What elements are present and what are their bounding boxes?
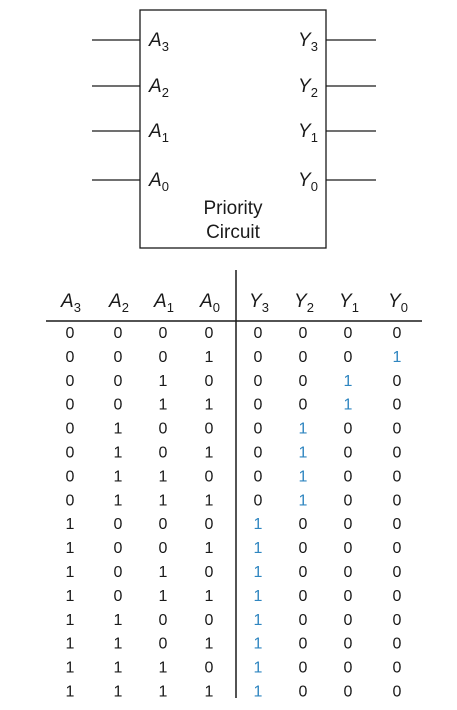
table-cell: 0 bbox=[392, 659, 402, 677]
table-cell: 0 bbox=[392, 611, 402, 629]
table-cell: 0 bbox=[65, 420, 75, 438]
table-row bbox=[66, 540, 402, 557]
table-row bbox=[66, 445, 402, 462]
table-cell: 0 bbox=[298, 587, 308, 605]
table-cell: 0 bbox=[343, 444, 353, 462]
table-cell: 1 bbox=[204, 348, 214, 366]
table-cell: 1 bbox=[204, 444, 214, 462]
table-cell: 0 bbox=[392, 587, 402, 605]
table-cell: 0 bbox=[253, 492, 263, 510]
table-cell: 1 bbox=[204, 683, 214, 701]
table-cell: 1 bbox=[204, 396, 214, 414]
input-label-a1: $A_1$ bbox=[149, 121, 169, 145]
table-cell-active-output: 1 bbox=[253, 516, 263, 534]
table-cell: 1 bbox=[113, 444, 123, 462]
table-cell: 0 bbox=[204, 564, 214, 581]
table-cell: 0 bbox=[392, 468, 402, 486]
table-cell: 0 bbox=[65, 468, 75, 486]
table-cell: 0 bbox=[113, 348, 123, 366]
table-cell: 1 bbox=[65, 564, 75, 581]
table-cell: 0 bbox=[392, 540, 402, 558]
table-row bbox=[66, 588, 402, 605]
table-cell: 0 bbox=[204, 468, 214, 486]
priority-circuit-block bbox=[92, 10, 376, 248]
table-row bbox=[66, 660, 402, 677]
table-cell-active-output: 1 bbox=[253, 587, 263, 605]
table-cell: 1 bbox=[204, 587, 214, 605]
table-cell: 1 bbox=[158, 587, 168, 605]
table-cell: 0 bbox=[298, 659, 308, 677]
table-cell-active-output: 1 bbox=[253, 611, 263, 629]
header-a3: $A_3$ bbox=[61, 291, 81, 315]
header-a0: $A_0$ bbox=[200, 291, 220, 315]
table-row bbox=[66, 612, 402, 629]
input-label-a0: $A_0$ bbox=[149, 170, 169, 194]
table-cell: 1 bbox=[158, 396, 168, 414]
table-cell: 0 bbox=[158, 611, 168, 629]
table-cell: 0 bbox=[392, 492, 402, 510]
table-cell: 0 bbox=[113, 372, 123, 390]
table-cell: 1 bbox=[158, 683, 168, 701]
table-cell: 1 bbox=[113, 420, 123, 438]
table-cell-active-output: 1 bbox=[253, 540, 263, 558]
table-cell: 0 bbox=[343, 492, 353, 510]
table-cell: 0 bbox=[113, 587, 123, 605]
circuit-title-line2: Circuit bbox=[206, 222, 260, 243]
table-cell-active-output: 1 bbox=[253, 635, 263, 653]
table-cell: 0 bbox=[253, 420, 263, 438]
table-cell: 0 bbox=[343, 540, 353, 558]
table-cell: 0 bbox=[158, 348, 168, 366]
table-cell: 0 bbox=[253, 372, 263, 390]
table-cell: 1 bbox=[113, 611, 123, 629]
table-cell: 0 bbox=[65, 396, 75, 414]
table-cell: 0 bbox=[113, 516, 123, 534]
table-cell: 0 bbox=[392, 396, 402, 414]
table-cell: 0 bbox=[392, 444, 402, 462]
table-cell: 0 bbox=[204, 516, 214, 534]
output-label-y3: $Y_3$ bbox=[298, 30, 318, 54]
table-cell-active-output: 1 bbox=[298, 420, 308, 438]
header-y3: $Y_3$ bbox=[249, 291, 269, 315]
truth-table-body bbox=[66, 325, 402, 701]
table-cell: 1 bbox=[158, 659, 168, 677]
table-cell: 0 bbox=[392, 372, 402, 390]
table-cell-active-output: 1 bbox=[298, 444, 308, 462]
truth-table-headers bbox=[60, 291, 408, 315]
table-row bbox=[66, 684, 402, 701]
table-cell: 0 bbox=[158, 325, 168, 342]
table-cell: 1 bbox=[65, 635, 75, 653]
table-cell: 0 bbox=[204, 611, 214, 629]
table-cell-active-output: 1 bbox=[253, 659, 263, 677]
table-cell: 0 bbox=[204, 659, 214, 677]
table-cell: 1 bbox=[158, 372, 168, 390]
table-cell: 1 bbox=[158, 468, 168, 486]
table-cell: 1 bbox=[204, 635, 214, 653]
input-label-a2: $A_2$ bbox=[149, 76, 169, 100]
table-cell: 0 bbox=[343, 683, 353, 701]
input-label-a3: $A_3$ bbox=[149, 30, 169, 54]
table-row bbox=[66, 349, 402, 366]
table-cell: 0 bbox=[392, 516, 402, 534]
table-row bbox=[66, 421, 402, 438]
table-cell: 0 bbox=[253, 325, 263, 342]
table-cell: 0 bbox=[392, 325, 402, 342]
table-cell: 0 bbox=[298, 683, 308, 701]
header-a1: $A_1$ bbox=[154, 291, 174, 315]
table-cell: 1 bbox=[113, 492, 123, 510]
table-cell: 1 bbox=[65, 540, 75, 558]
table-cell: 0 bbox=[343, 420, 353, 438]
table-cell: 0 bbox=[65, 325, 75, 342]
table-cell: 0 bbox=[343, 325, 353, 342]
output-label-y1: $Y_1$ bbox=[298, 121, 318, 145]
table-cell: 0 bbox=[204, 325, 214, 342]
table-cell: 0 bbox=[392, 635, 402, 653]
table-row bbox=[66, 492, 402, 509]
table-cell: 0 bbox=[253, 468, 263, 486]
table-cell: 0 bbox=[343, 516, 353, 534]
table-cell: 0 bbox=[298, 635, 308, 653]
table-cell-active-output: 1 bbox=[298, 492, 308, 510]
table-cell: 0 bbox=[158, 540, 168, 558]
table-row bbox=[66, 564, 402, 581]
header-y1: $Y_1$ bbox=[339, 291, 359, 315]
table-cell: 0 bbox=[298, 396, 308, 414]
table-cell: 0 bbox=[298, 516, 308, 534]
table-cell: 0 bbox=[298, 348, 308, 366]
table-cell: 0 bbox=[298, 372, 308, 390]
table-cell: 0 bbox=[113, 540, 123, 558]
table-cell: 1 bbox=[65, 659, 75, 677]
table-cell: 1 bbox=[158, 564, 168, 581]
table-cell: 0 bbox=[158, 420, 168, 438]
table-cell: 0 bbox=[113, 564, 123, 581]
table-cell: 0 bbox=[253, 444, 263, 462]
table-cell-active-output: 1 bbox=[343, 372, 353, 390]
output-label-y0: $Y_0$ bbox=[298, 170, 318, 194]
table-cell: 0 bbox=[298, 611, 308, 629]
table-cell: 0 bbox=[65, 372, 75, 390]
table-cell: 1 bbox=[158, 492, 168, 510]
table-cell: 1 bbox=[65, 516, 75, 534]
table-cell: 0 bbox=[158, 516, 168, 534]
table-cell: 0 bbox=[65, 492, 75, 510]
table-cell: 0 bbox=[343, 659, 353, 677]
table-cell: 0 bbox=[113, 325, 123, 342]
table-cell: 1 bbox=[113, 683, 123, 701]
table-row bbox=[66, 516, 402, 533]
header-a2: $A_2$ bbox=[109, 291, 129, 315]
table-cell: 1 bbox=[65, 611, 75, 629]
table-cell: 0 bbox=[343, 564, 353, 581]
table-cell: 0 bbox=[298, 540, 308, 558]
table-cell: 1 bbox=[113, 635, 123, 653]
table-cell-active-output: 1 bbox=[253, 683, 263, 701]
table-cell: 0 bbox=[343, 635, 353, 653]
table-cell: 0 bbox=[253, 348, 263, 366]
table-cell: 0 bbox=[343, 587, 353, 605]
table-cell: 1 bbox=[204, 540, 214, 558]
table-cell: 0 bbox=[298, 325, 308, 342]
table-cell: 0 bbox=[343, 468, 353, 486]
table-cell: 0 bbox=[392, 420, 402, 438]
table-cell: 0 bbox=[65, 348, 75, 366]
table-cell: 0 bbox=[158, 444, 168, 462]
table-cell: 0 bbox=[204, 372, 214, 390]
truth-table bbox=[46, 270, 422, 701]
table-cell: 1 bbox=[204, 492, 214, 510]
table-cell: 0 bbox=[158, 635, 168, 653]
table-cell: 0 bbox=[392, 683, 402, 701]
table-row bbox=[66, 636, 402, 653]
table-cell-active-output: 1 bbox=[298, 468, 308, 486]
table-cell: 0 bbox=[343, 348, 353, 366]
header-y2: $Y_2$ bbox=[294, 291, 314, 315]
table-cell: 0 bbox=[392, 564, 402, 581]
table-cell-active-output: 1 bbox=[392, 348, 402, 366]
table-cell: 1 bbox=[113, 659, 123, 677]
table-cell: 0 bbox=[113, 396, 123, 414]
table-cell: 0 bbox=[204, 420, 214, 438]
table-cell: 1 bbox=[65, 683, 75, 701]
table-row bbox=[66, 325, 402, 342]
table-cell-active-output: 1 bbox=[253, 564, 263, 581]
header-y0: $Y_0$ bbox=[388, 291, 408, 315]
circuit-title-line1: Priority bbox=[203, 198, 263, 219]
table-cell: 0 bbox=[253, 396, 263, 414]
output-label-y2: $Y_2$ bbox=[298, 76, 318, 100]
table-cell: 0 bbox=[65, 444, 75, 462]
table-cell: 0 bbox=[298, 564, 308, 581]
table-cell-active-output: 1 bbox=[343, 396, 353, 414]
table-row bbox=[66, 397, 402, 414]
table-cell: 0 bbox=[343, 611, 353, 629]
table-cell: 1 bbox=[65, 587, 75, 605]
table-cell: 1 bbox=[113, 468, 123, 486]
table-row bbox=[66, 468, 402, 485]
table-row bbox=[66, 373, 402, 390]
